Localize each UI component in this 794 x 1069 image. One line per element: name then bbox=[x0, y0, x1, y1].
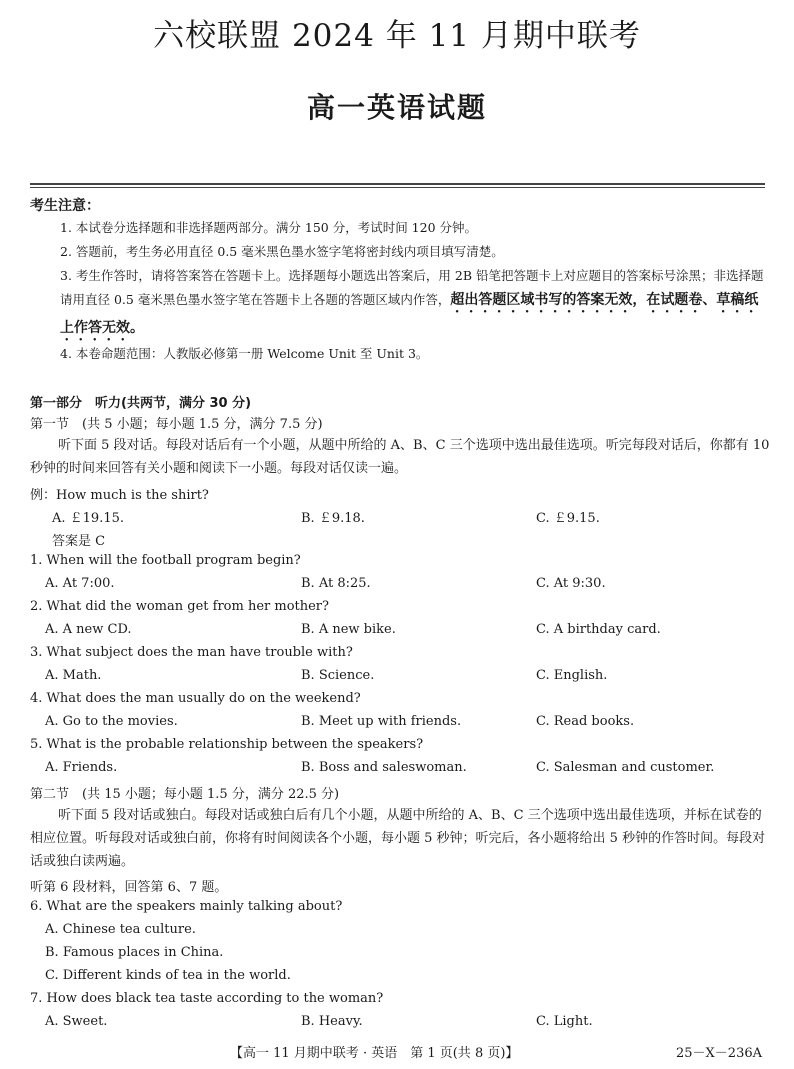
question-2: 2. What did the woman get from her mother? bbox=[30, 599, 329, 614]
q2-option-a: A. A new CD. bbox=[45, 622, 132, 637]
q2-option-c: C. A birthday card. bbox=[536, 622, 661, 637]
exam-title: 六校联盟 2024 年 11 月期中联考 bbox=[153, 18, 641, 54]
q3-option-b: B. Science. bbox=[301, 668, 375, 683]
section2-heading: 第二节 (共 15 小题；每小题 1.5 分，满分 22.5 分) bbox=[30, 787, 340, 802]
notice-item-3-emphasis: 超出答题区域书写的答案无效，在试题卷、草稿纸上作答无效。 bbox=[60, 292, 759, 336]
example-answer: 答案是 C bbox=[52, 534, 106, 549]
q4-option-b: B. Meet up with friends. bbox=[301, 714, 462, 729]
example-question: 例：How much is the shirt? bbox=[30, 488, 209, 503]
q3-option-a: A. Math. bbox=[45, 668, 102, 683]
divider-thin bbox=[30, 187, 765, 188]
notice-item-3 bbox=[60, 264, 770, 344]
q4-option-a: A. Go to the movies. bbox=[45, 714, 178, 729]
question-5: 5. What is the probable relationship between the speakers? bbox=[30, 737, 424, 752]
notice-heading: 考生注意： bbox=[30, 198, 100, 214]
part1-heading: 第一部分 听力(共两节，满分 30 分) bbox=[30, 396, 252, 411]
question-7: 7. How does black tea taste according to the woman? bbox=[30, 991, 384, 1006]
example-option-b: B. ￡9.18. bbox=[301, 511, 365, 526]
q6-option-b: B. Famous places in China. bbox=[45, 945, 224, 960]
question-3: 3. What subject does the man have trouble with? bbox=[30, 645, 353, 660]
exam-subtitle: 高一英语试题 bbox=[306, 91, 487, 124]
q3-option-c: C. English. bbox=[536, 668, 608, 683]
section2-instructions: 听下面 5 段对话或独白。每段对话或独白后有几个小题，从题中所给的 A、B、C 三个选项中选出最佳选项，并标在试卷的相应位置。听每段对话或独白前，你将有时间阅读各个小题，每小题 5 秒钟；听完后，各小题将给出 5 秒钟的作答时间。每段对话或独白读两遍。 bbox=[30, 808, 766, 869]
q5-option-b: B. Boss and saleswoman. bbox=[301, 760, 467, 775]
example-option-c: C. ￡9.15. bbox=[536, 511, 600, 526]
notice-item-1: 1. 本试卷分选择题和非选择题两部分。满分 150 分，考试时间 120 分钟。 bbox=[60, 220, 478, 235]
q5-option-c: C. Salesman and customer. bbox=[536, 760, 715, 775]
q7-option-c: C. Light. bbox=[536, 1014, 593, 1029]
question-4: 4. What does the man usually do on the weekend? bbox=[30, 691, 361, 706]
question-1: 1. When will the football program begin? bbox=[30, 553, 301, 568]
page-footer: 【高一 11 月期中联考 · 英语 第 1 页(共 8 页)】 bbox=[230, 1046, 519, 1061]
section1-heading: 第一节 (共 5 小题；每小题 1.5 分，满分 7.5 分) bbox=[30, 417, 323, 432]
notice-item-2: 2. 答题前，考生务必用直径 0.5 毫米黑色墨水签字笔将密封线内项目填写清楚。 bbox=[60, 244, 504, 259]
section1-instructions: 听下面 5 段对话。每段对话后有一个小题，从题中所给的 A、B、C 三个选项中选出最佳选项。听完每段对话后，你都有 10 秒钟的时间来回答有关小题和阅读下一小题。每段对话仅读一遍。 bbox=[30, 438, 770, 476]
paper-code: 25－X－236A bbox=[676, 1046, 762, 1061]
material-6-intro: 听第 6 段材料，回答第 6、7 题。 bbox=[30, 880, 228, 895]
q5-option-a: A. Friends. bbox=[45, 760, 118, 775]
q1-option-a: A. At 7:00. bbox=[45, 576, 115, 591]
question-6: 6. What are the speakers mainly talking about? bbox=[30, 899, 343, 914]
q1-option-c: C. At 9:30. bbox=[536, 576, 606, 591]
q7-option-a: A. Sweet. bbox=[45, 1014, 108, 1029]
q7-option-b: B. Heavy. bbox=[301, 1014, 363, 1029]
notice-item-3-text: 3. 考生作答时，请将答案答在答题卡上。选择题每小题选出答案后，用 2B 铅笔把答题卡上对应题目的答案标号涂黑；非选择题请用直径 0.5 毫米黑色墨水签字笔在答题卡上各题的答题区域内作答， bbox=[60, 268, 764, 307]
q6-option-c: C. Different kinds of tea in the world. bbox=[45, 968, 291, 983]
notice-item-4: 4. 本卷命题范围：人教版必修第一册 Welcome Unit 至 Unit 3。 bbox=[60, 346, 429, 361]
q4-option-c: C. Read books. bbox=[536, 714, 635, 729]
q6-option-a: A. Chinese tea culture. bbox=[45, 922, 196, 937]
divider-thick bbox=[30, 183, 765, 185]
example-option-a: A. ￡19.15. bbox=[52, 511, 125, 526]
q2-option-b: B. A new bike. bbox=[301, 622, 396, 637]
q1-option-b: B. At 8:25. bbox=[301, 576, 371, 591]
